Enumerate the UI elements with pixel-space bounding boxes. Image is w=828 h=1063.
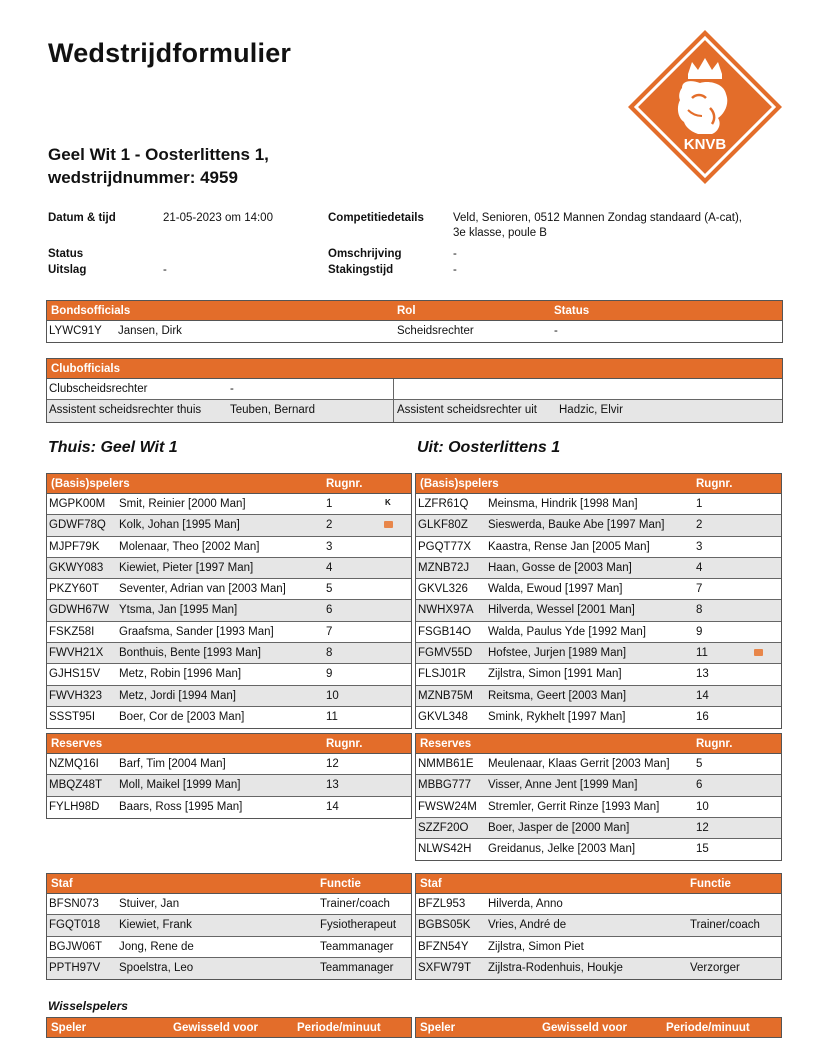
table-row xyxy=(416,664,781,685)
details-left-values xyxy=(163,211,273,278)
datum-value: 21-05-2023 om 14:00 xyxy=(163,212,273,224)
player-name: Stuiver, Jan xyxy=(119,898,180,910)
player-name: Kiewiet, Pieter [1997 Man] xyxy=(119,561,254,574)
player-name: Moll, Maikel [1999 Man] xyxy=(119,779,241,792)
rugnummer: 6 xyxy=(326,604,333,617)
rugnummer: 5 xyxy=(326,583,333,596)
player-code: GKWY083 xyxy=(49,561,104,574)
header-bondsofficials: Bondsofficials xyxy=(51,305,131,317)
official-status: - xyxy=(554,325,558,337)
player-name: Spoelstra, Leo xyxy=(119,961,194,974)
table-row xyxy=(416,622,781,643)
table-row xyxy=(416,579,781,600)
header-gewisseld-voor: Gewisseld voor xyxy=(542,1022,628,1034)
home-staf-table xyxy=(46,873,412,980)
header-reserves: Reserves xyxy=(420,738,472,750)
player-code: NMMB61E xyxy=(418,758,474,770)
player-code: GLKF80Z xyxy=(418,519,468,532)
functie: Fysiotherapeut xyxy=(320,919,397,932)
away-wissel-table xyxy=(415,1017,782,1038)
player-code: NWHX97A xyxy=(418,604,474,617)
player-code: BGBS05K xyxy=(418,919,471,932)
clubscheidsrechter-value: - xyxy=(230,383,234,395)
comp-label: Competitiedetails xyxy=(328,212,424,224)
header-speler: Speler xyxy=(420,1022,456,1034)
table-row xyxy=(47,664,411,685)
player-name: Metz, Robin [1996 Man] xyxy=(119,668,242,681)
rugnummer: 2 xyxy=(696,519,703,532)
player-code: MJPF79K xyxy=(49,540,100,553)
header-rugnr: Rugnr. xyxy=(326,478,363,490)
home-wissel-header xyxy=(47,1018,411,1038)
player-code: FWVH323 xyxy=(49,689,103,702)
functie: Teammanager xyxy=(320,961,394,974)
rugnummer: 13 xyxy=(326,779,339,792)
rugnummer: 14 xyxy=(696,689,709,702)
player-code: FLSJ01R xyxy=(418,668,466,681)
logo-text: KNVB xyxy=(683,136,727,153)
player-code: GDWH67W xyxy=(49,604,110,617)
away-players-table xyxy=(415,473,782,729)
player-name: Reitsma, Geert [2003 Man] xyxy=(488,689,627,702)
table-row xyxy=(416,839,781,860)
player-code: MGPK00M xyxy=(49,498,106,510)
header-rol: Rol xyxy=(397,305,416,317)
table-row xyxy=(47,537,411,558)
clubofficials-table xyxy=(46,358,783,423)
omschrijving-label: Omschrijving xyxy=(328,248,402,260)
header-reserves: Reserves xyxy=(51,738,103,750)
player-name: Graafsma, Sander [1993 Man] xyxy=(119,625,274,638)
table-row xyxy=(47,400,782,421)
rugnummer: 7 xyxy=(696,583,703,596)
player-code: FSKZ58I xyxy=(49,625,95,638)
table-row xyxy=(47,686,411,707)
player-code: MBQZ48T xyxy=(49,779,103,792)
column-divider xyxy=(393,400,394,421)
header-periode: Periode/minuut xyxy=(297,1022,381,1034)
uitslag-label: Uitslag xyxy=(48,264,87,276)
rugnummer: 8 xyxy=(696,604,703,617)
header-staf: Staf xyxy=(420,878,442,890)
player-name: Zijlstra, Simon [1991 Man] xyxy=(488,668,622,681)
table-row xyxy=(47,321,782,342)
player-code: PPTH97V xyxy=(49,961,101,974)
player-name: Kolk, Johan [1995 Man] xyxy=(119,519,240,532)
details-left xyxy=(48,211,116,278)
rugnummer: 2 xyxy=(326,519,333,532)
table-row xyxy=(47,894,411,915)
clubofficials-header xyxy=(47,359,782,379)
table-row xyxy=(47,600,411,621)
home-reserves-header xyxy=(47,734,411,754)
player-code: FGMV55D xyxy=(418,647,473,660)
table-row xyxy=(416,754,781,775)
rugnummer: 9 xyxy=(696,625,703,638)
rugnummer: 13 xyxy=(696,668,709,681)
table-row xyxy=(47,379,782,400)
away-reserves-table xyxy=(415,733,782,861)
player-name: Smit, Reinier [2000 Man] xyxy=(119,498,246,510)
header-rugnr: Rugnr. xyxy=(326,738,363,750)
home-players-table xyxy=(46,473,412,729)
table-row xyxy=(47,494,411,515)
header-clubofficials: Clubofficials xyxy=(51,363,121,375)
rugnummer: 9 xyxy=(326,668,333,681)
table-row xyxy=(416,894,781,915)
header-speler: Speler xyxy=(51,1022,87,1034)
rugnummer: 11 xyxy=(696,647,708,660)
table-row xyxy=(416,915,781,936)
player-name: Metz, Jordi [1994 Man] xyxy=(119,689,236,702)
rugnummer: 7 xyxy=(326,625,333,638)
player-name: Jong, Rene de xyxy=(119,940,194,953)
player-code: PGQT77X xyxy=(418,540,472,553)
functie: Trainer/coach xyxy=(690,919,760,932)
bondsofficials-table xyxy=(46,300,783,343)
yellow-card-icon xyxy=(754,649,763,656)
rugnummer: 16 xyxy=(696,710,709,723)
official-name: Jansen, Dirk xyxy=(118,325,182,337)
player-name: Baars, Ross [1995 Man] xyxy=(119,800,243,813)
functie: Verzorger xyxy=(690,961,740,974)
player-name: Seventer, Adrian van [2003 Man] xyxy=(119,583,286,596)
table-row xyxy=(47,937,411,958)
player-code: SXFW79T xyxy=(418,961,472,974)
rugnummer: 4 xyxy=(696,561,703,574)
home-wissel-table xyxy=(46,1017,412,1038)
player-name: Kiewiet, Frank xyxy=(119,919,192,932)
header-staf: Staf xyxy=(51,878,73,890)
player-code: NLWS42H xyxy=(418,843,472,856)
assistent-thuis-value: Teuben, Bernard xyxy=(230,404,316,417)
header-gewisseld-voor: Gewisseld voor xyxy=(173,1022,259,1034)
player-name: Barf, Tim [2004 Man] xyxy=(119,758,226,770)
table-row xyxy=(47,958,411,979)
table-row xyxy=(47,775,411,796)
player-name: Vries, André de xyxy=(488,919,567,932)
official-rol: Scheidsrechter xyxy=(397,325,474,337)
match-number: wedstrijdnummer: 4959 xyxy=(48,168,238,187)
player-name: Kaastra, Rense Jan [2005 Man] xyxy=(488,540,650,553)
player-name: Meulenaar, Klaas Gerrit [2003 Man] xyxy=(488,758,670,770)
assistent-uit-value: Hadzic, Elvir xyxy=(559,404,623,417)
comp-value-1: Veld, Senioren, 0512 Mannen Zondag standaard (A-cat), xyxy=(453,212,742,224)
table-row xyxy=(416,775,781,796)
rugnummer: 6 xyxy=(696,779,703,792)
assistent-thuis-label: Assistent scheidsrechter thuis xyxy=(49,404,202,417)
player-name: Molenaar, Theo [2002 Man] xyxy=(119,540,260,553)
player-name: Walda, Ewoud [1997 Man] xyxy=(488,583,623,596)
omschrijving-value: - xyxy=(453,248,457,260)
rugnummer: 10 xyxy=(326,689,339,702)
player-name: Hilverda, Anno xyxy=(488,898,563,910)
header-rugnr: Rugnr. xyxy=(696,478,733,490)
table-row xyxy=(47,707,411,728)
player-name: Smink, Rykhelt [1997 Man] xyxy=(488,710,626,723)
away-staf-header xyxy=(416,874,781,894)
page-title: Wedstrijdformulier xyxy=(48,38,292,68)
bondsofficials-header xyxy=(47,301,782,321)
rugnummer: 4 xyxy=(326,561,333,574)
comp-value-2: 3e klasse, poule B xyxy=(453,227,547,239)
rugnummer: 5 xyxy=(696,758,703,770)
table-row xyxy=(47,515,411,536)
player-name: Boer, Cor de [2003 Man] xyxy=(119,710,245,723)
away-wissel-header xyxy=(416,1018,781,1038)
table-row xyxy=(416,937,781,958)
details-right-values xyxy=(453,211,742,278)
player-name: Stremler, Gerrit Rinze [1993 Man] xyxy=(488,800,660,813)
away-players-header xyxy=(416,474,781,494)
header-periode: Periode/minuut xyxy=(666,1022,750,1034)
table-row xyxy=(416,515,781,536)
table-row xyxy=(47,643,411,664)
table-row xyxy=(47,579,411,600)
player-code: GKVL348 xyxy=(418,710,468,723)
table-row xyxy=(416,558,781,579)
table-row xyxy=(416,707,781,728)
player-name: Ytsma, Jan [1995 Man] xyxy=(119,604,238,617)
player-code: SSST95I xyxy=(49,710,96,723)
knvb-logo-icon xyxy=(626,28,784,186)
header-functie: Functie xyxy=(690,878,731,890)
player-code: GDWF78Q xyxy=(49,519,106,532)
rugnummer: 11 xyxy=(326,710,338,723)
player-code: MBBG777 xyxy=(418,779,472,792)
player-code: BFZL953 xyxy=(418,898,466,910)
player-code: MZNB72J xyxy=(418,561,470,574)
home-team-title: Thuis: Geel Wit 1 xyxy=(48,439,178,456)
datum-label: Datum & tijd xyxy=(48,212,116,224)
wisselspelers-title: Wisselspelers xyxy=(48,999,128,1013)
home-reserves-table xyxy=(46,733,412,819)
header-players: (Basis)spelers xyxy=(51,478,130,490)
official-code: LYWC91Y xyxy=(49,325,102,337)
table-row xyxy=(416,494,781,515)
match-teams: Geel Wit 1 - Oosterlittens 1, xyxy=(48,145,269,164)
table-row xyxy=(47,558,411,579)
player-code: BGJW06T xyxy=(49,940,103,953)
rugnummer: 8 xyxy=(326,647,333,660)
header-players: (Basis)spelers xyxy=(420,478,499,490)
header-status: Status xyxy=(554,305,590,317)
table-row xyxy=(416,686,781,707)
rugnummer: 14 xyxy=(326,800,339,813)
home-players-header xyxy=(47,474,411,494)
header-rugnr: Rugnr. xyxy=(696,738,733,750)
player-code: NZMQ16I xyxy=(49,758,99,770)
header-functie: Functie xyxy=(320,878,361,890)
player-code: FSGB14O xyxy=(418,625,472,638)
player-code: BFSN073 xyxy=(49,898,99,910)
table-row xyxy=(416,537,781,558)
rugnummer: 1 xyxy=(326,498,333,510)
table-row xyxy=(47,797,411,818)
captain-badge: K xyxy=(385,498,391,507)
player-name: Greidanus, Jelke [2003 Man] xyxy=(488,843,636,856)
away-team-title: Uit: Oosterlittens 1 xyxy=(417,439,561,456)
status-value xyxy=(163,247,273,262)
player-code: GKVL326 xyxy=(418,583,468,596)
rugnummer: 3 xyxy=(326,540,333,553)
player-code: FWVH21X xyxy=(49,647,104,660)
functie: Trainer/coach xyxy=(320,898,390,910)
table-row xyxy=(416,958,781,979)
table-row xyxy=(47,754,411,775)
staking-value: - xyxy=(453,264,457,276)
rugnummer: 12 xyxy=(696,821,709,834)
column-divider xyxy=(393,379,394,399)
table-row xyxy=(416,643,781,664)
home-staf-header xyxy=(47,874,411,894)
player-name: Zijlstra, Simon Piet xyxy=(488,940,584,953)
player-name: Bonthuis, Bente [1993 Man] xyxy=(119,647,261,660)
player-name: Hilverda, Wessel [2001 Man] xyxy=(488,604,635,617)
details-right xyxy=(328,211,424,278)
table-row xyxy=(47,915,411,936)
uitslag-value: - xyxy=(163,264,167,276)
player-code: LZFR61Q xyxy=(418,498,469,510)
match-title xyxy=(48,143,269,189)
player-code: MZNB75M xyxy=(418,689,473,702)
away-reserves-header xyxy=(416,734,781,754)
clubscheidsrechter-label: Clubscheidsrechter xyxy=(49,383,148,395)
rugnummer: 15 xyxy=(696,843,709,856)
player-name: Visser, Anne Jent [1999 Man] xyxy=(488,779,638,792)
table-row xyxy=(47,622,411,643)
player-name: Hofstee, Jurjen [1989 Man] xyxy=(488,647,627,660)
table-row xyxy=(416,797,781,818)
rugnummer: 1 xyxy=(696,498,703,510)
player-code: FGQT018 xyxy=(49,919,101,932)
player-code: GJHS15V xyxy=(49,668,101,681)
functie: Teammanager xyxy=(320,940,394,953)
player-name: Haan, Gosse de [2003 Man] xyxy=(488,561,632,574)
rugnummer: 12 xyxy=(326,758,339,770)
player-code: FWSW24M xyxy=(418,800,477,813)
table-row xyxy=(416,600,781,621)
away-staf-table xyxy=(415,873,782,980)
player-name: Sieswerda, Bauke Abe [1997 Man] xyxy=(488,519,665,532)
staking-label: Stakingstijd xyxy=(328,264,394,276)
rugnummer: 10 xyxy=(696,800,709,813)
player-name: Walda, Paulus Yde [1992 Man] xyxy=(488,625,646,638)
player-code: SZZF20O xyxy=(418,821,469,834)
yellow-card-icon xyxy=(384,521,393,528)
rugnummer: 3 xyxy=(696,540,703,553)
assistent-uit-label: Assistent scheidsrechter uit xyxy=(397,404,537,417)
player-code: BFZN54Y xyxy=(418,940,469,953)
player-name: Boer, Jasper de [2000 Man] xyxy=(488,821,630,834)
player-name: Zijlstra-Rodenhuis, Houkje xyxy=(488,961,623,974)
player-name: Meinsma, Hindrik [1998 Man] xyxy=(488,498,638,510)
status-label: Status xyxy=(48,248,84,260)
table-row xyxy=(416,818,781,839)
player-code: FYLH98D xyxy=(49,800,100,813)
player-code: PKZY60T xyxy=(49,583,99,596)
